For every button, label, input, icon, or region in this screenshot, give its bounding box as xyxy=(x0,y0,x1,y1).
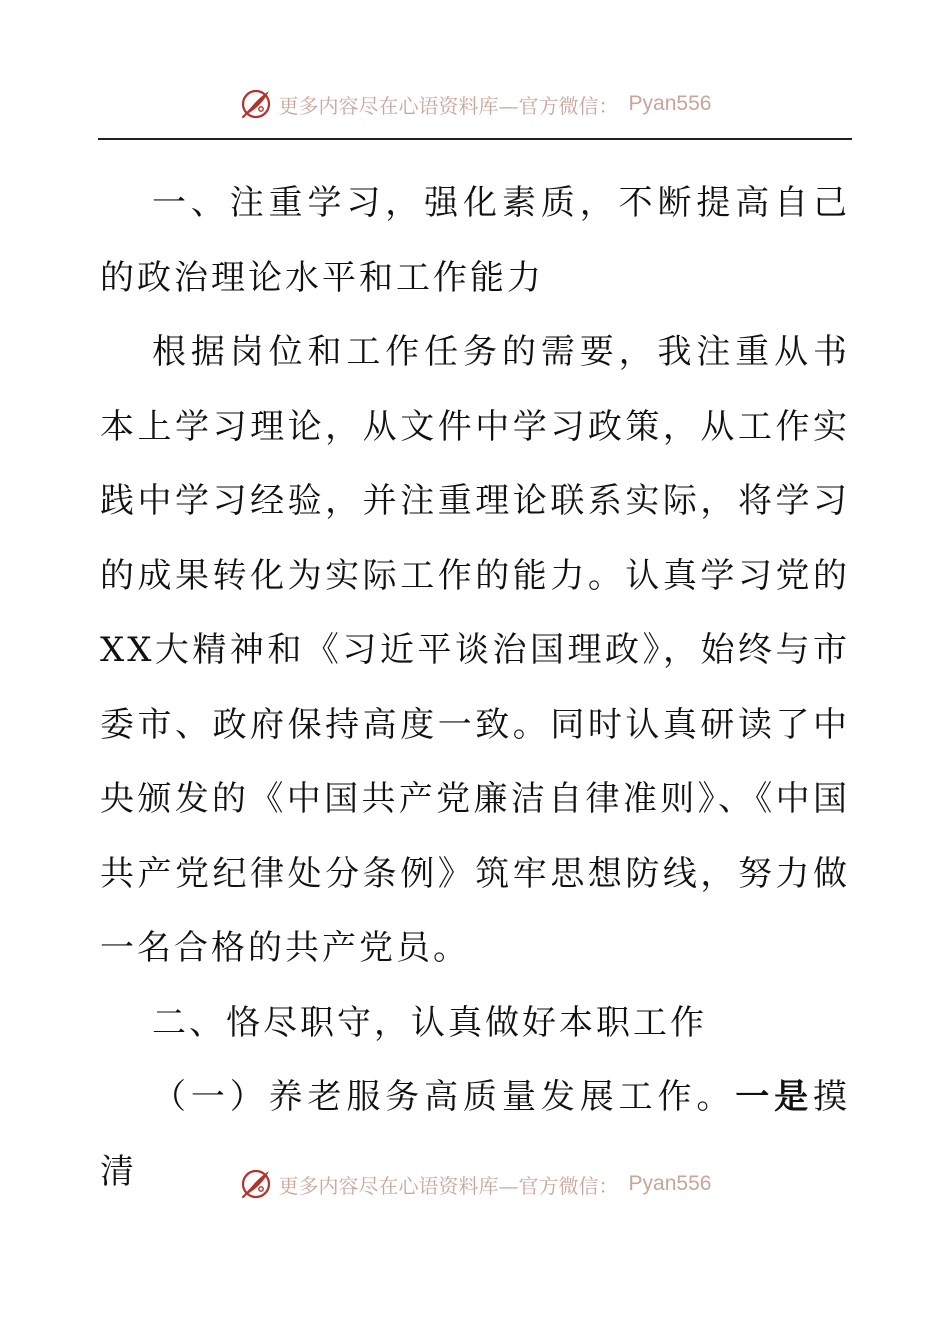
watermark-handle: Pyan556 xyxy=(628,92,712,115)
header-watermark xyxy=(0,82,950,126)
section-heading-2: 二、恪尽职守，认真做好本职工作 xyxy=(152,1002,707,1043)
footer-watermark xyxy=(0,1162,950,1206)
subsection-title: （一）养老服务高质量发展工作。 xyxy=(152,1077,736,1117)
quill-circle-icon xyxy=(239,1167,273,1201)
watermark-handle: Pyan556 xyxy=(628,1172,712,1195)
subsection-continuation: 摸清 xyxy=(100,1077,850,1192)
watermark-text: 更多内容尽在心语资料库—官方微信： xyxy=(278,1173,619,1198)
section-heading-1: 一、注重学习，强化素质，不断提高自己的政治理论水平和工作能力 xyxy=(100,183,850,298)
watermark-text: 更多内容尽在心语资料库—官方微信： xyxy=(278,93,619,118)
emphasis-first: 一是 xyxy=(735,1077,813,1117)
header-divider xyxy=(98,138,852,140)
document-body xyxy=(100,166,850,1209)
quill-circle-icon xyxy=(239,87,273,121)
body-paragraph-1: 根据岗位和工作任务的需要，我注重从书本上学习理论，从文件中学习政策，从工作实践中学习经验，并注重理论联系实际，将学习的成果转化为实际工作的能力。认真学习党的XX大精神和《习近平谈治国理政》，始终与市委市、政府保持高度一致。同时认真研读了中央颁发的《中国共产党廉洁自律准则》、《中国共产党纪律处分条例》筑牢思想防线，努力做一名合格的共产党员。 xyxy=(100,332,850,968)
